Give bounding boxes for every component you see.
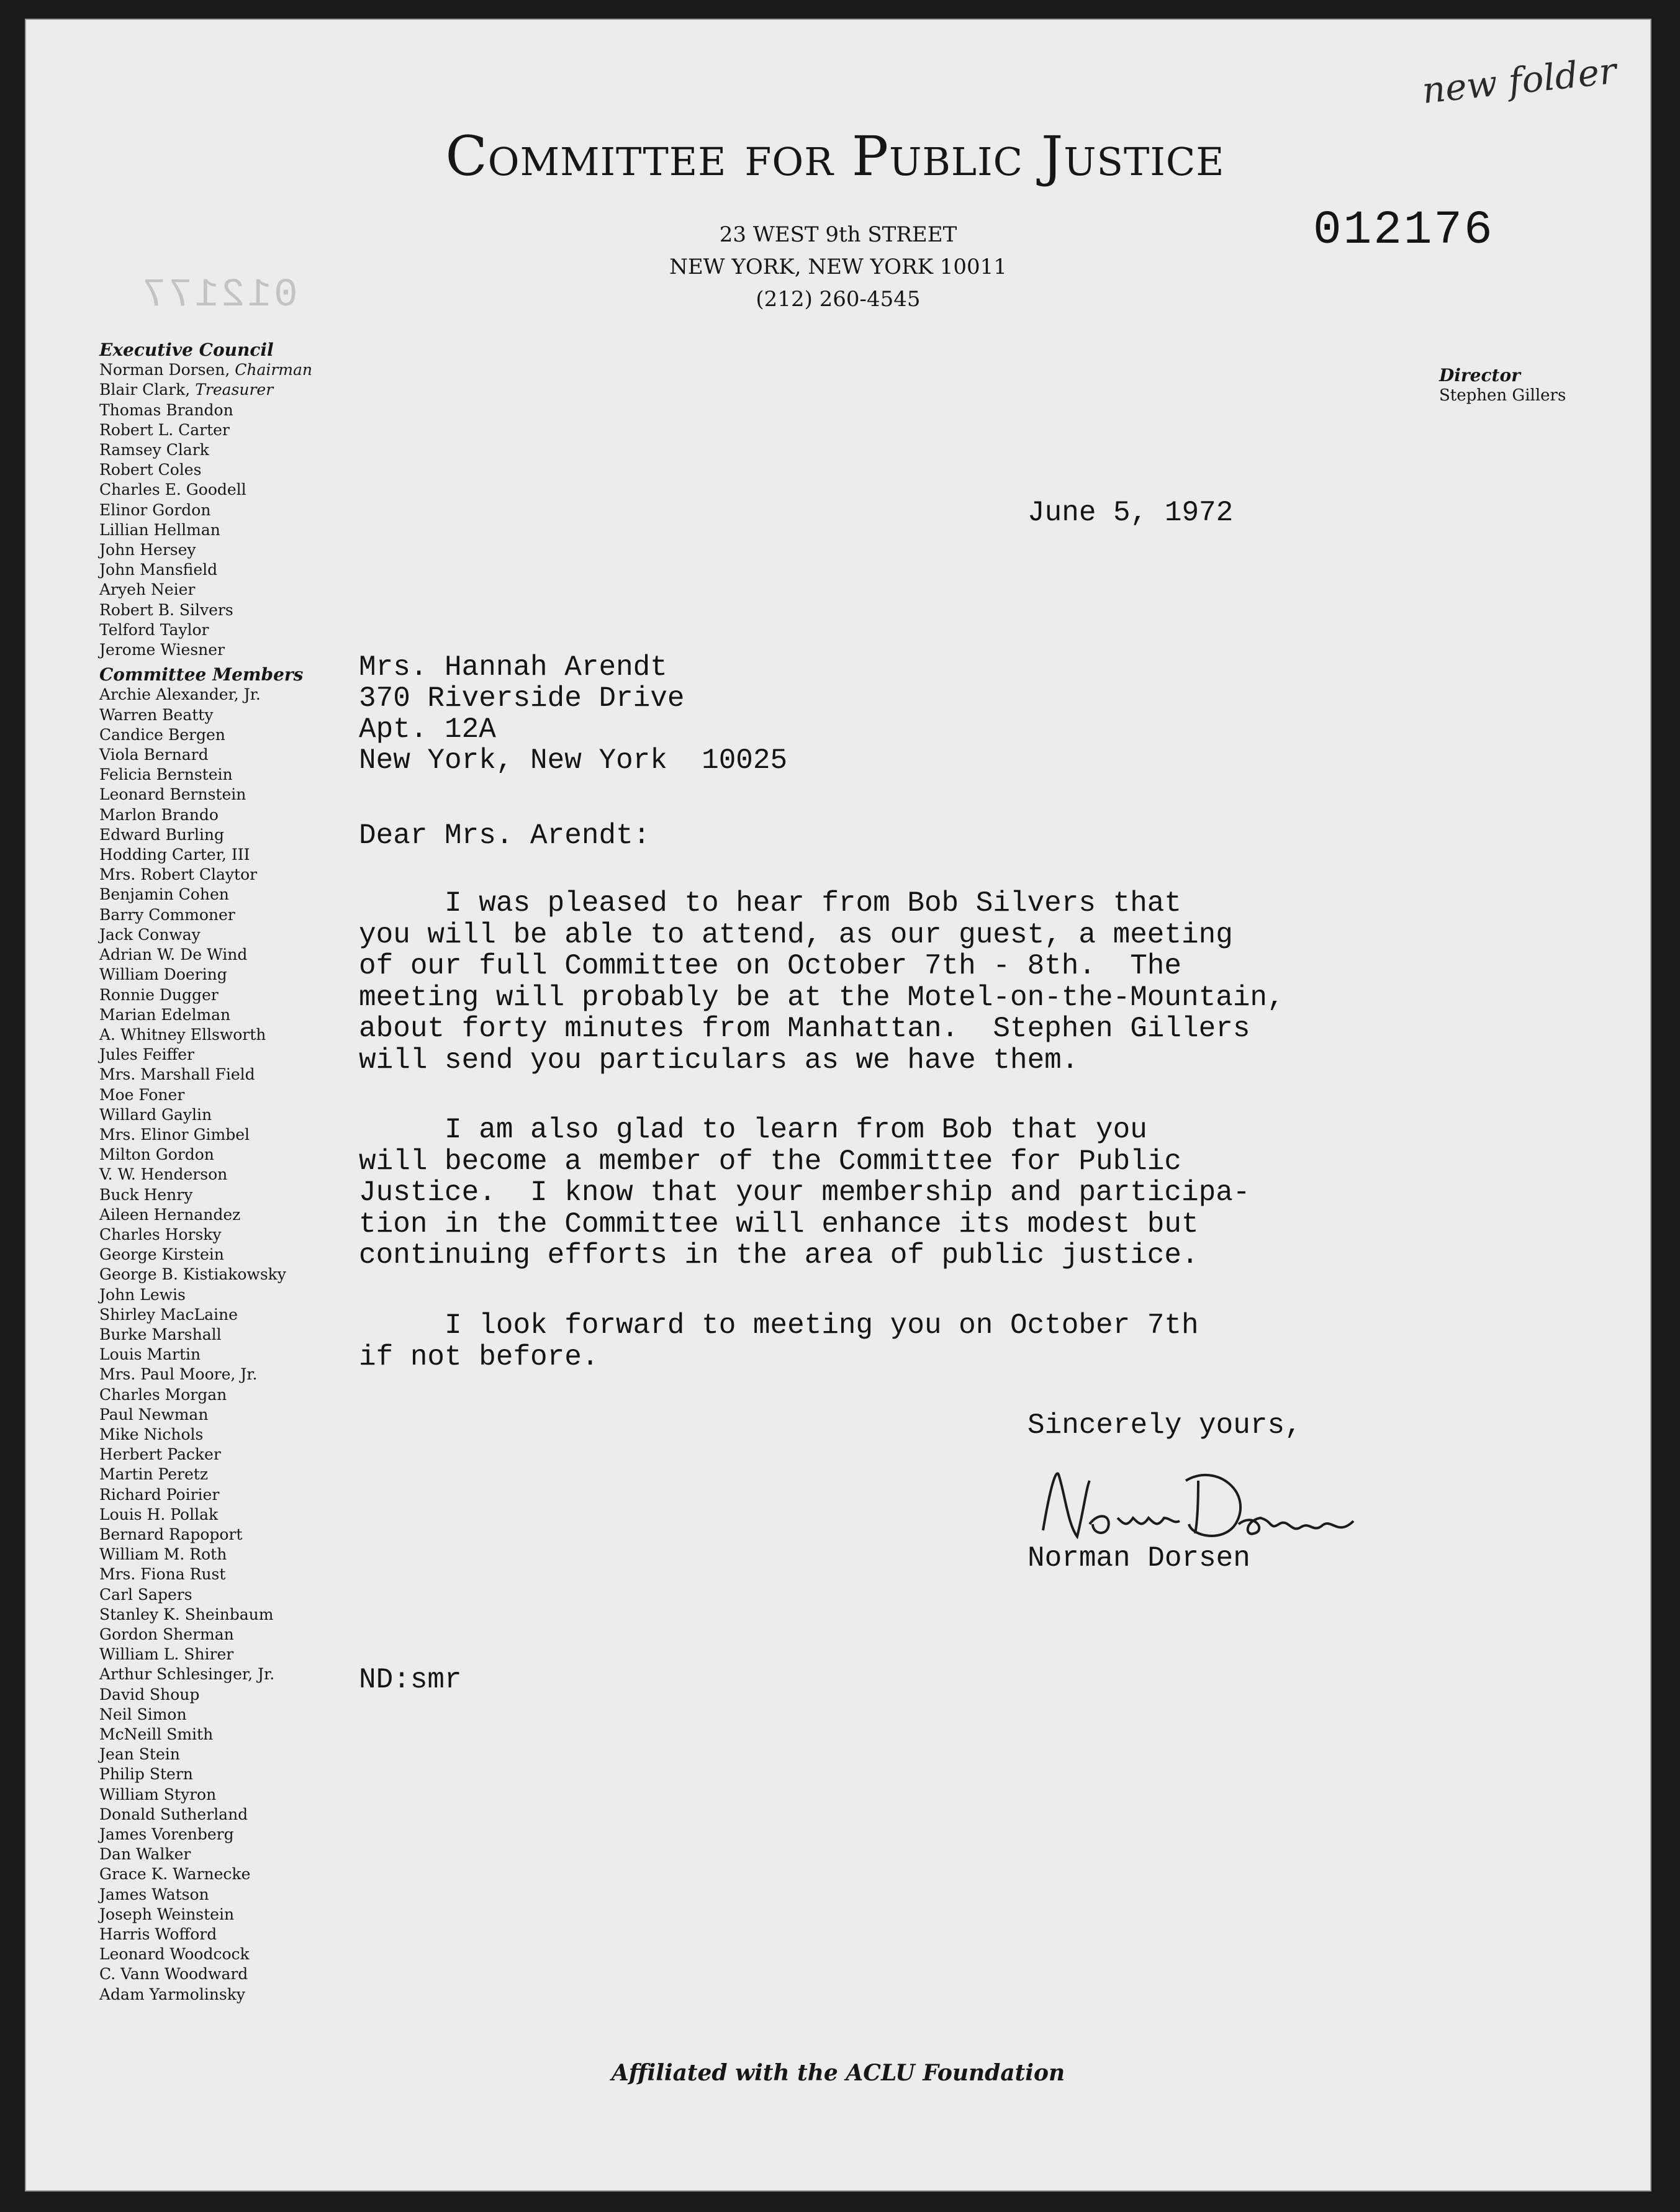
- executive-council-member: Norman Dorsen, Chairman: [99, 361, 313, 379]
- sidebar-member-list: [99, 340, 360, 2005]
- committee-member: Louis Martin: [99, 1345, 201, 1364]
- committee-member: Edward Burling: [99, 825, 224, 844]
- footer-affiliation: Affiliated with the ACLU Foundation: [611, 2060, 1065, 2086]
- committee-member: Jean Stein: [99, 1745, 180, 1764]
- executive-council-member: Blair Clark, Treasurer: [99, 381, 274, 399]
- closing: Sincerely yours,: [1027, 1409, 1302, 1442]
- handwritten-note: new folder: [1420, 49, 1619, 112]
- committee-member: Felicia Bernstein: [99, 765, 233, 784]
- committee-member: V. W. Henderson: [99, 1165, 228, 1184]
- committee-member: Mrs. Robert Claytor: [99, 865, 258, 884]
- executive-council-member: [99, 560, 360, 580]
- committee-member: Neil Simon: [99, 1705, 187, 1723]
- committee-member: Benjamin Cohen: [99, 885, 229, 904]
- committee-member: Philip Stern: [99, 1765, 193, 1784]
- member-name: Elinor Gordon: [99, 500, 211, 519]
- executive-council-member: [99, 620, 360, 640]
- committee-member: Mrs. Elinor Gimbel: [99, 1125, 250, 1144]
- letterhead-title: Committee for Public Justice: [445, 124, 1225, 188]
- executive-council-member: [99, 460, 360, 480]
- committee-member: Gordon Sherman: [99, 1625, 234, 1643]
- committee-member: Buck Henry: [99, 1185, 193, 1204]
- committee-member: Charles Horsky: [99, 1225, 222, 1244]
- committee-members-list: [99, 685, 360, 2004]
- executive-council-member: [99, 400, 360, 420]
- executive-council-member: [99, 580, 360, 600]
- executive-council-member: [99, 600, 360, 620]
- member-name: Thomas Brandon: [99, 400, 233, 419]
- recipient-line: 370 Riverside Drive: [359, 682, 685, 715]
- member-name: Aryeh Neier: [99, 580, 196, 599]
- bleed-through-number: 012177: [140, 273, 298, 318]
- document-number: 012176: [1313, 204, 1494, 257]
- committee-member: Adam Yarmolinsky: [99, 1985, 245, 2003]
- committee-member: Mike Nichols: [99, 1425, 204, 1443]
- member-name: Robert Coles: [99, 461, 202, 479]
- committee-member: Warren Beatty: [99, 705, 214, 724]
- committee-members-heading: Committee Members: [99, 664, 304, 685]
- executive-council-member: [99, 640, 360, 660]
- member-name: Telford Taylor: [99, 620, 209, 639]
- committee-member: Hodding Carter, III: [99, 846, 250, 864]
- letterhead-phone: (212) 260-4545: [756, 287, 921, 312]
- committee-member: Viola Bernard: [99, 746, 209, 764]
- committee-member: Dan Walker: [99, 1845, 191, 1864]
- committee-member: James Vorenberg: [99, 1825, 234, 1844]
- committee-member: Marian Edelman: [99, 1005, 231, 1024]
- committee-member: Mrs. Paul Moore, Jr.: [99, 1365, 258, 1384]
- letterhead-address-city: NEW YORK, NEW YORK 10011: [669, 255, 1007, 279]
- executive-council-member: [99, 540, 360, 560]
- executive-council-list: [99, 360, 360, 660]
- committee-member: Richard Poirier: [99, 1485, 220, 1504]
- committee-member: Stanley K. Sheinbaum: [99, 1605, 274, 1623]
- committee-member: George Kirstein: [99, 1245, 224, 1264]
- body-paragraph-1: I was pleased to hear from Bob Silvers that you will be able to attend, as our guest, a meeting of our full Committee on October 7th - 8th. The meeting will probably be at the Motel-on-the-Mountain, about forty minutes from Manhattan. Stephen Gillers will send you particulars as we have them.: [359, 887, 1285, 1077]
- committee-member: Donald Sutherland: [99, 1805, 248, 1823]
- member-name: Robert L. Carter: [99, 420, 230, 439]
- committee-member: Bernard Rapoport: [99, 1525, 243, 1543]
- committee-member: Shirley MacLaine: [99, 1305, 238, 1324]
- committee-member: Joseph Weinstein: [99, 1905, 235, 1923]
- member-role: Treasurer: [195, 381, 274, 399]
- committee-member: Mrs. Fiona Rust: [99, 1565, 226, 1584]
- member-name: John Mansfield: [99, 561, 218, 579]
- committee-member: Aileen Hernandez: [99, 1205, 241, 1224]
- committee-member: Burke Marshall: [99, 1325, 222, 1343]
- executive-council-heading: Executive Council: [99, 340, 274, 360]
- member-name: Ramsey Clark: [99, 441, 209, 459]
- committee-member: Barry Commoner: [99, 905, 235, 924]
- committee-member: William M. Roth: [99, 1545, 227, 1564]
- committee-member: C. Vann Woodward: [99, 1965, 248, 1984]
- member-name: Lillian Hellman: [99, 520, 220, 539]
- executive-council-member: [99, 480, 360, 500]
- committee-member: Jack Conway: [99, 925, 201, 944]
- committee-member: A. Whitney Ellsworth: [99, 1025, 266, 1044]
- committee-member: Willard Gaylin: [99, 1105, 212, 1124]
- member-name: Blair Clark: [99, 381, 186, 399]
- committee-member: Adrian W. De Wind: [99, 946, 248, 964]
- committee-member: Carl Sapers: [99, 1585, 192, 1604]
- reference-initials: ND:smr: [359, 1664, 462, 1696]
- committee-member: William Doering: [99, 965, 227, 984]
- body-paragraph-2: I am also glad to learn from Bob that you will become a member of the Committee for Public Justice. I know that your membership and participa- tion in the Committee will enhance its modest but continuing efforts in the area of public justice.: [359, 1114, 1250, 1271]
- committee-member: James Watson: [99, 1885, 209, 1903]
- committee-member: Moe Foner: [99, 1085, 185, 1104]
- member-role: Chairman: [235, 361, 313, 379]
- member-name: Charles E. Goodell: [99, 481, 246, 499]
- committee-member: McNeill Smith: [99, 1725, 214, 1744]
- committee-member: Herbert Packer: [99, 1445, 221, 1464]
- executive-council-member: [99, 440, 360, 460]
- recipient-line: New York, New York 10025: [359, 744, 788, 777]
- committee-member: Ronnie Dugger: [99, 985, 219, 1004]
- recipient-line: Mrs. Hannah Arendt: [359, 651, 667, 684]
- member-name: Norman Dorsen: [99, 361, 225, 379]
- committee-member: Mrs. Marshall Field: [99, 1065, 255, 1084]
- letter-date: June 5, 1972: [1027, 497, 1234, 529]
- committee-member: Charles Morgan: [99, 1385, 227, 1404]
- recipient-line: Apt. 12A: [359, 713, 496, 746]
- salutation: Dear Mrs. Arendt:: [359, 819, 651, 852]
- body-paragraph-3: I look forward to meeting you on October 7th if not before.: [359, 1309, 1199, 1373]
- executive-council-member: [99, 520, 360, 540]
- committee-member: John Lewis: [99, 1285, 186, 1304]
- committee-member: Milton Gordon: [99, 1145, 214, 1164]
- committee-member: David Shoup: [99, 1685, 200, 1704]
- inside-address: [359, 652, 787, 776]
- committee-member: Arthur Schlesinger, Jr.: [99, 1665, 275, 1684]
- committee-member: William Styron: [99, 1785, 217, 1803]
- member-name: Robert B. Silvers: [99, 600, 233, 619]
- committee-member: William L. Shirer: [99, 1645, 234, 1664]
- committee-member: Paul Newman: [99, 1405, 209, 1424]
- committee-member: Martin Peretz: [99, 1465, 208, 1484]
- committee-member: Archie Alexander, Jr.: [99, 685, 261, 704]
- director-label: Director: [1439, 365, 1520, 386]
- committee-member: George B. Kistiakowsky: [99, 1265, 286, 1284]
- signer-name: Norman Dorsen: [1027, 1542, 1250, 1574]
- committee-member: Leonard Woodcock: [99, 1945, 250, 1964]
- member-name: John Hersey: [99, 541, 196, 559]
- letterhead-address-street: 23 WEST 9th STREET: [719, 222, 957, 247]
- committee-member: Marlon Brando: [99, 805, 219, 824]
- committee-member: Candice Bergen: [99, 725, 225, 744]
- committee-member: Harris Wofford: [99, 1925, 217, 1944]
- executive-council-member: [99, 420, 360, 440]
- committee-member: Grace K. Warnecke: [99, 1865, 251, 1884]
- director-name: Stephen Gillers: [1439, 386, 1566, 405]
- executive-council-member: [99, 500, 360, 520]
- committee-member: Jules Feiffer: [99, 1045, 194, 1064]
- member-name: Jerome Wiesner: [99, 641, 225, 659]
- committee-member: Louis H. Pollak: [99, 1505, 219, 1524]
- committee-member: Leonard Bernstein: [99, 785, 246, 804]
